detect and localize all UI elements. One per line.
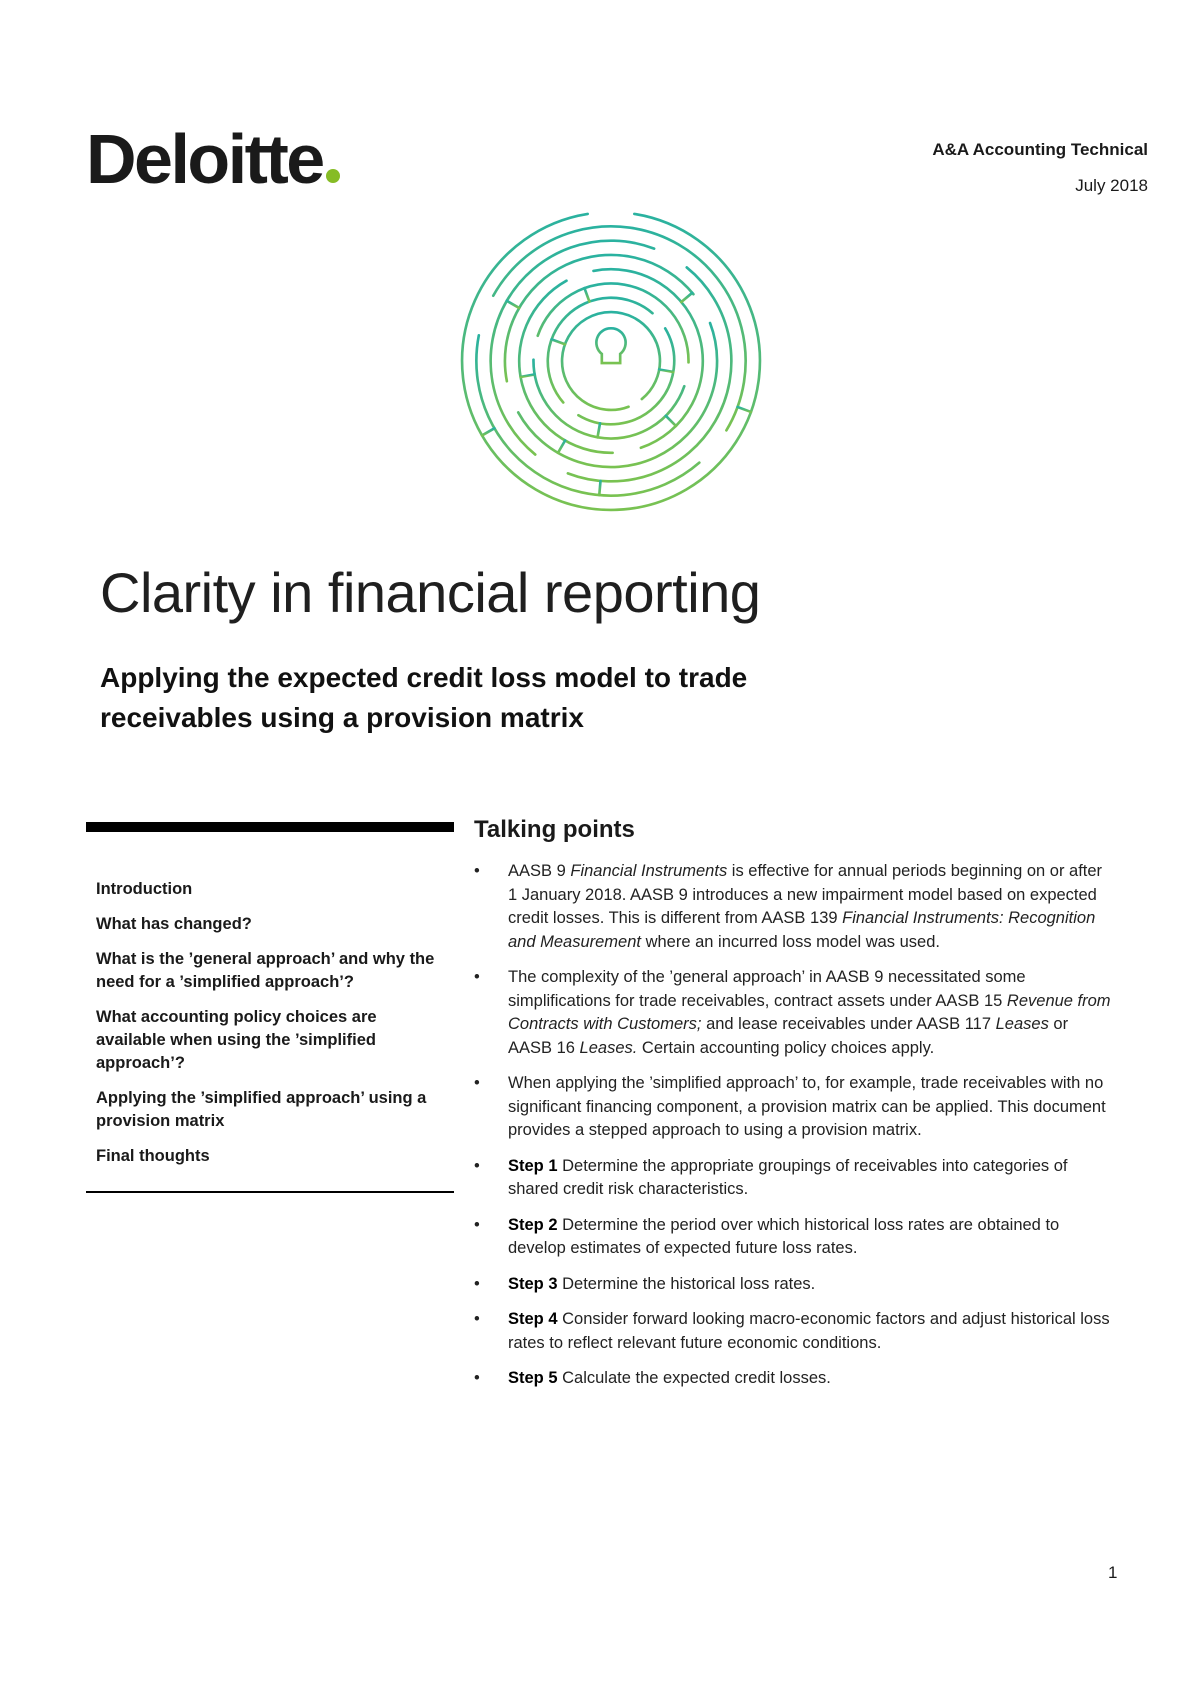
talking-point-text: Calculate the expected credit losses. [557, 1369, 831, 1387]
bullet-icon: • [474, 1310, 480, 1328]
table-of-contents [96, 878, 446, 1180]
talking-point-text: Leases. [579, 1038, 638, 1057]
talking-point-item [474, 1155, 1114, 1202]
talking-point-text: Step 3 [508, 1274, 558, 1293]
talking-point-text: Leases [995, 1015, 1049, 1033]
talking-point-text: Determine the historical loss rates. [557, 1274, 816, 1293]
talking-points-list [474, 860, 1114, 1403]
page-title: Clarity in financial reporting [100, 561, 761, 624]
talking-point-item [474, 860, 1114, 954]
talking-point-text: When applying the ’simplified approach’ to, for example, trade receivables with no significant financing component, a provision matrix can be applied. This document provides a stepped approach to using a provision matrix. [508, 1074, 1106, 1139]
talking-points-heading: Talking points [474, 816, 635, 843]
talking-point-text: The complexity of the ’general approach’ in AASB 9 necessitated some simplifications for trade receivables, contract assets under AASB 15 [508, 968, 1026, 1010]
talking-point-text: Step 5 [508, 1369, 558, 1387]
talking-point-text: or AASB 16 [508, 1015, 1069, 1057]
toc-item[interactable]: What is the ’general approach’ and why the need for a ’simplified approach’? [96, 950, 435, 991]
bullet-icon: • [474, 968, 480, 986]
talking-point-text: Determine the appropriate groupings of receivables into categories of shared credit risk characteristics. [508, 1156, 1068, 1198]
talking-point-item [474, 966, 1114, 1060]
toc-item[interactable]: Introduction [96, 880, 193, 898]
logo-text: Deloitte [86, 120, 323, 198]
talking-point-text: Certain accounting policy choices apply. [637, 1038, 935, 1057]
document-header [932, 140, 1148, 196]
toc-top-rule [86, 822, 454, 832]
bullet-icon: • [474, 1215, 480, 1234]
talking-point-text: Consider forward looking macro-economic factors and adjust historical loss rates to reflect relevant future economic conditions. [508, 1310, 1110, 1352]
bullet-icon: • [474, 862, 480, 880]
toc-item[interactable]: Applying the ’simplified approach’ using a provision matrix [96, 1089, 427, 1130]
bullet-icon: • [474, 1274, 480, 1293]
talking-point-text: Financial Instruments: Recognition and Measurement [508, 909, 1096, 951]
deloitte-logo [86, 120, 340, 198]
toc-item[interactable]: Final thoughts [96, 1147, 210, 1165]
talking-point-item [474, 1308, 1114, 1355]
maze-lightbulb-icon [458, 208, 764, 514]
toc-item[interactable]: What has changed? [96, 915, 252, 933]
talking-point-text: Step 2 [508, 1215, 558, 1234]
talking-point-text: and lease receivables under AASB 117 [701, 1015, 996, 1033]
talking-point-item [474, 1072, 1114, 1143]
bullet-icon: • [474, 1369, 480, 1387]
talking-point-item [474, 1367, 1114, 1391]
publication-date: July 2018 [1075, 176, 1148, 195]
bullet-icon: • [474, 1074, 480, 1092]
talking-point-text: is effective for annual periods beginning on or after 1 January 2018. AASB 9 introduces a new impairment model based on expected credit losses. This is different from AASB 139 [508, 862, 1103, 927]
talking-point-item [474, 1273, 1114, 1297]
toc-bottom-rule [86, 1191, 454, 1193]
page-subtitle: Applying the expected credit loss model to trade receivables using a provision matrix [100, 662, 748, 733]
toc-item[interactable]: What accounting policy choices are available when using the ’simplified approach’? [96, 1008, 377, 1072]
talking-point-text: Determine the period over which historical loss rates are obtained to develop estimates of expected future loss rates. [508, 1215, 1060, 1257]
talking-point-text: Step 1 [508, 1156, 558, 1175]
talking-point-text: Revenue from Contracts with Customers; [508, 991, 1111, 1033]
talking-point-text: AASB 9 [508, 862, 571, 880]
talking-point-text: where an incurred loss model was used. [641, 932, 940, 951]
page-number: 1 [1108, 1563, 1118, 1582]
talking-point-item [474, 1214, 1114, 1261]
section-label: A&A Accounting Technical [932, 140, 1148, 159]
logo-dot-icon [326, 169, 340, 183]
bullet-icon: • [474, 1156, 480, 1175]
talking-point-text: Financial Instruments [570, 862, 728, 880]
talking-point-text: Step 4 [508, 1310, 558, 1328]
